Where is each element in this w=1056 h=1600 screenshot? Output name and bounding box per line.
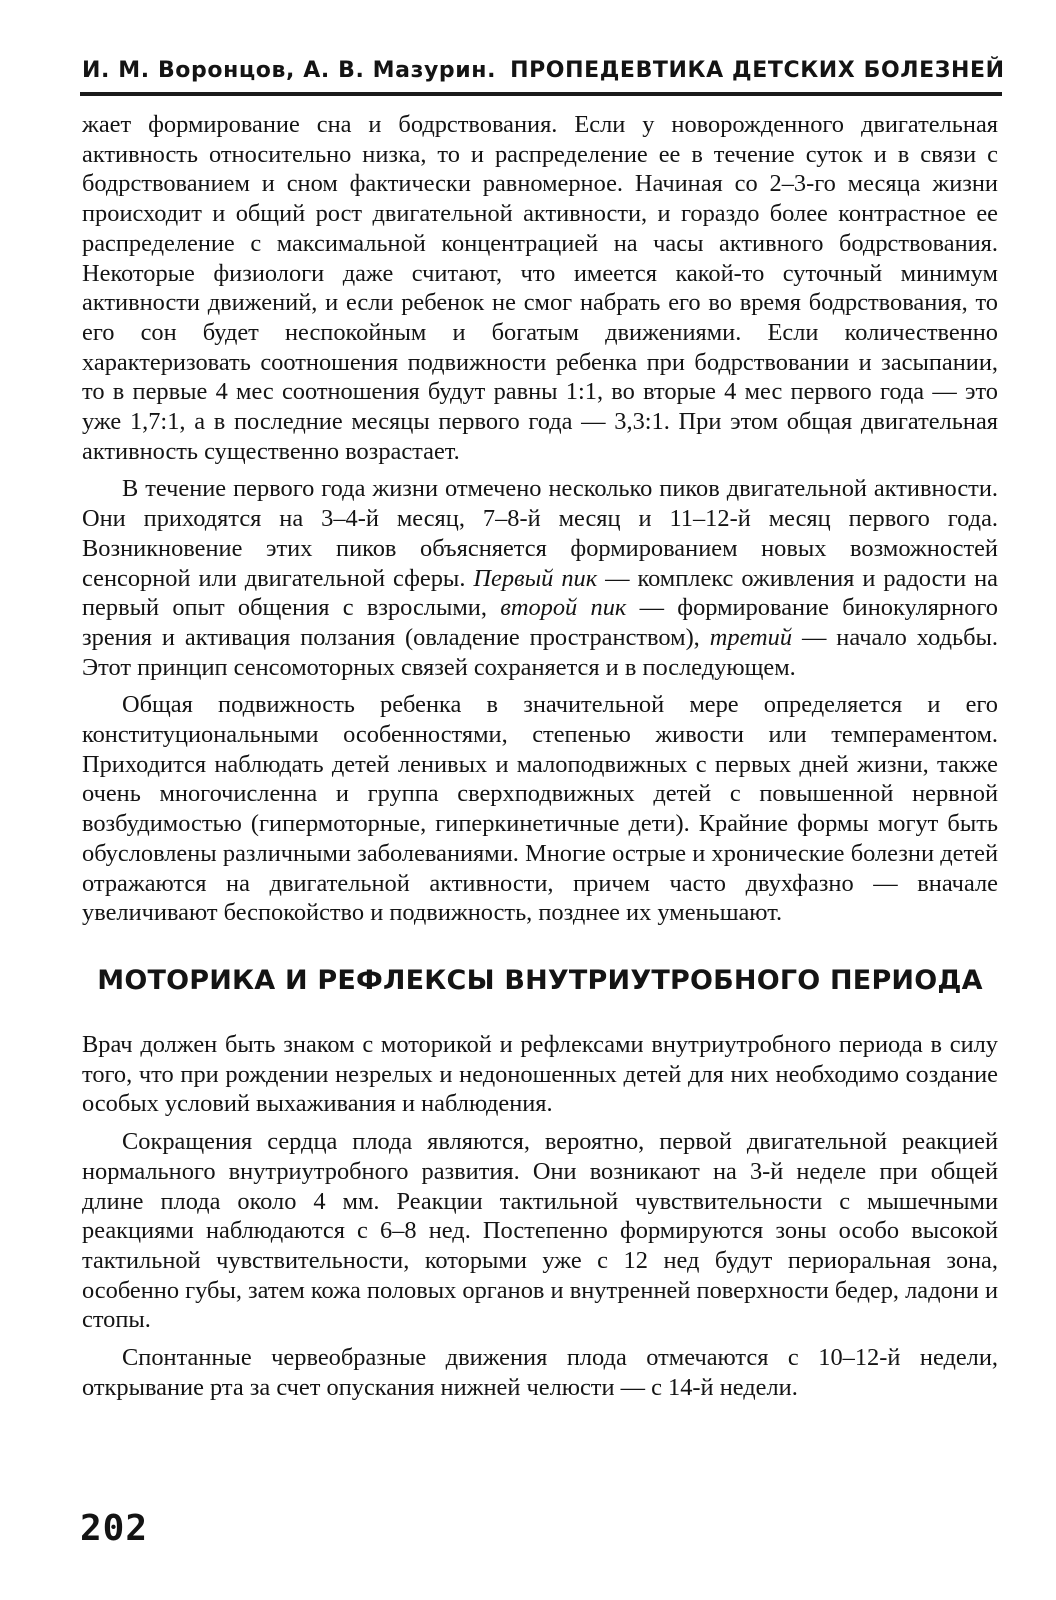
paragraph-text: — начало ходьбы. Этот принцип сенсомоторных связей сохраняется и в последующем. (82, 623, 998, 681)
running-head-book-title: ПРОПЕДЕВТИКА ДЕТСКИХ БОЛЕЗНЕЙ (510, 58, 1005, 83)
paragraph-heart-contractions: Сокращения сердца плода являются, вероятно, первой двигательной реакцией нормального внутриутробного развития. Они возникают на 3-й неделе при общей длине плода около 4 мм. Реакции тактильной чувствительности с мышечными реакциями наблюдаются с 6–8 нед. Постепенно формируются зоны особо высокой тактильной чувствительности, которыми уже с 12 нед будут периоральная зона, особенно губы, затем кожа половых органов и внутренней поверхности бедер, ладони и стопы. (82, 1128, 998, 1334)
running-head-authors: И. М. Воронцов, А. В. Мазурин. (82, 58, 497, 83)
running-head (82, 58, 1005, 83)
paragraph-spontaneous-movements: Спонтанные червеобразные движения плода отмечаются с 10–12-й недели, открывание рта за счет опускания нижней челюсти — с 14-й недели. (82, 1344, 998, 1401)
italic-term: второй пик (500, 594, 627, 622)
italic-term: третий (709, 623, 793, 651)
page-number: 202 (80, 1508, 149, 1549)
paragraph-intro: Врач должен быть знаком с моторикой и рефлексами внутриутробного периода в силу того, что при рождении незрелых и недоношенных детей для них необходимо создание особых условий выхаживания и наблюдения. (82, 1030, 998, 1118)
paragraph-activity-peaks (82, 474, 998, 682)
paragraph-general-mobility: Общая подвижность ребенка в значительной мере определяется и его конституциональными особенностями, степенью живости или темпераментом. Приходится наблюдать детей ленивых и малоподвижных с первых дней жизни, также очень многочисленна и группа сверхподвижных детей с повышенной нервной возбудимостью (гипермоторные, гиперкинетичные дети). Крайние формы могут быть обусловлены различными заболеваниями. Многие острые и хронические болезни детей отражаются на двигательной активности, причем часто двухфазно — вначале увеличивают беспокойство и подвижность, позднее их уменьшают. (82, 691, 998, 927)
paragraph-continued: жает формирование сна и бодрствования. Если у новорожденного двигательная активность относительно низка, то и распределение ее в течение суток и в связи с бодрствованием и сном фактически равномерное. Начиная со 2–3-го месяца жизни происходит и общий рост двигательной активности, и гораздо более контрастное ее распределение с максимальной концентрацией на часы активного бодрствования. Некоторые физиологи даже считают, что имеется какой-то суточный минимум активности движений, и если ребенок не смог набрать его во время бодрствования, то его сон будет неспокойным и богатым движениями. Если количественно характеризовать соотношения подвижности ребенка при бодрствовании и засыпании, то в первые 4 мес соотношения будут равны 1:1, во вторые 4 мес первого года — это уже 1,7:1, а в последние месяцы первого года — 3,3:1. При этом общая двигательная активность существенно возрастает. (82, 111, 998, 465)
section-heading: МОТОРИКА И РЕФЛЕКСЫ ВНУТРИУТРОБНОГО ПЕРИОДА (97, 964, 983, 996)
header-rule (80, 92, 1002, 96)
paragraph-text: В течение первого года жизни отмечено несколько пиков двигательной активности. Они приходятся на 3–4-й месяц, 7–8-й месяц и 11–12-й месяц первого года. Возникновение этих пиков объясняется формированием новых возможностей сенсорной или двигательной сферы. (82, 475, 998, 592)
paragraph-text: — комплекс оживления и радости на первый опыт общения с взрослыми, (82, 564, 998, 622)
italic-term: Первый пик (473, 564, 598, 592)
paragraph-text: — формирование бинокулярного зрения и активация ползания (овладение пространством), (82, 594, 998, 651)
page-body (82, 110, 998, 1410)
